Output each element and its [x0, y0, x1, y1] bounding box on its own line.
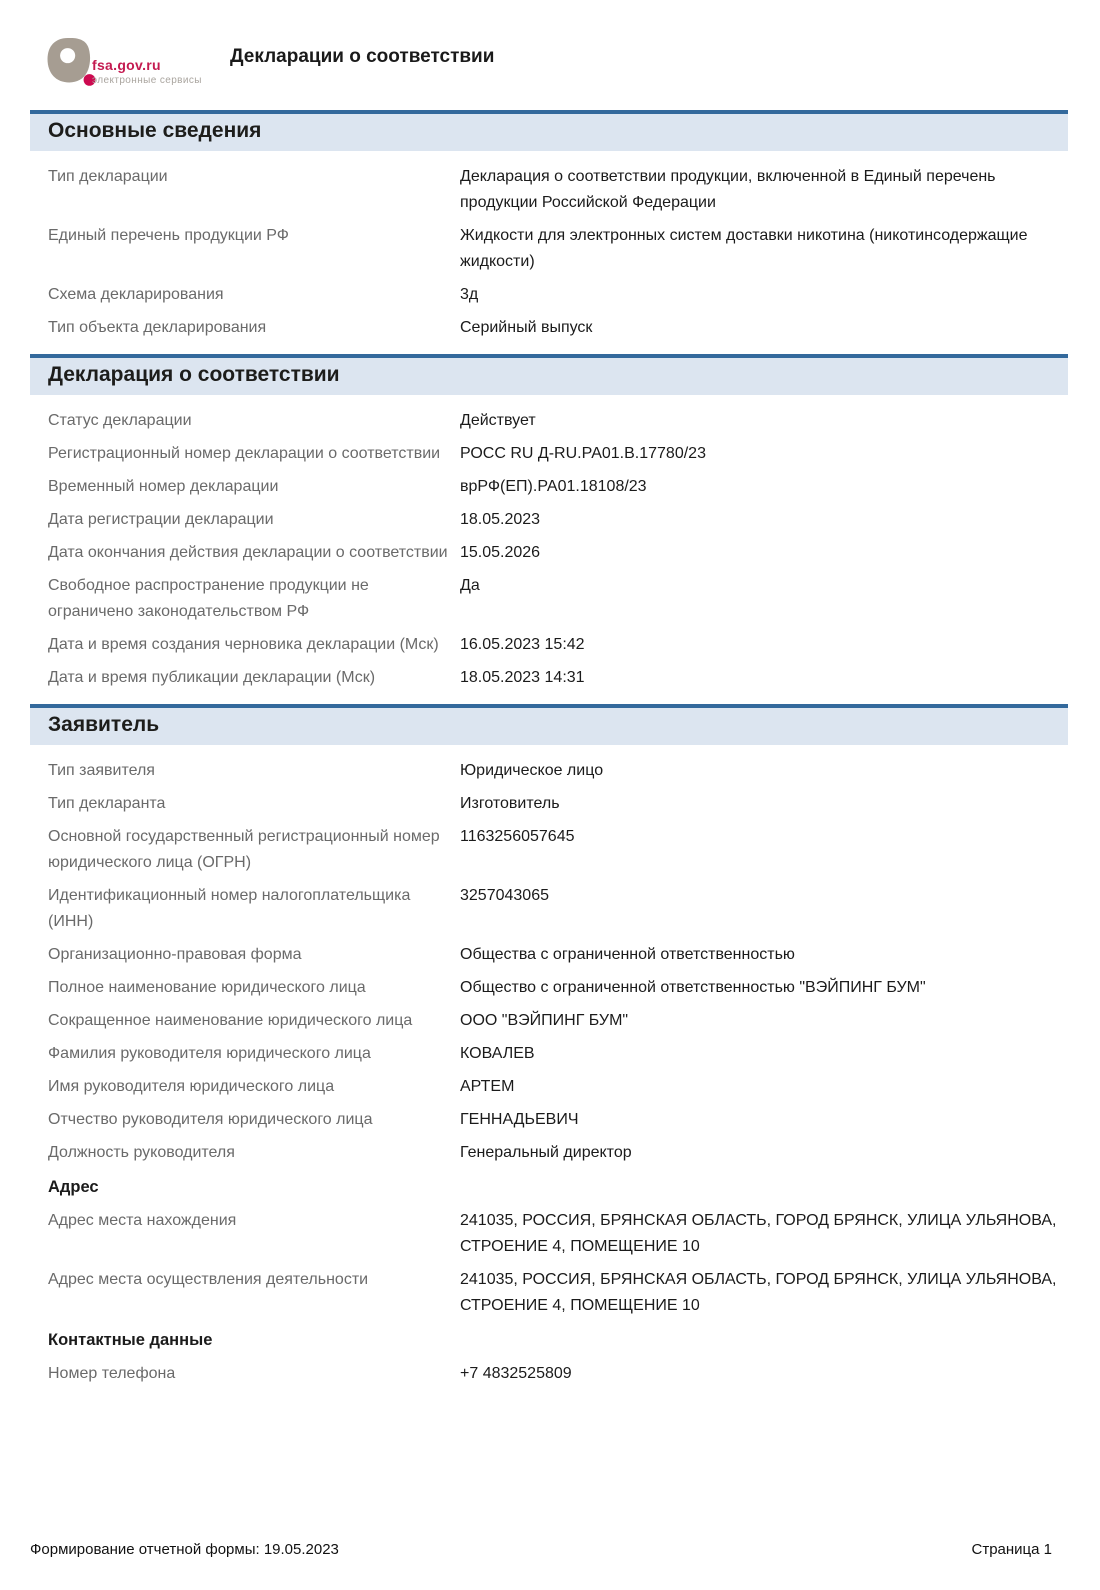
row-value: АРТЕМ — [460, 1078, 515, 1095]
table-row — [30, 1267, 1068, 1319]
page-title: Декларации о соответствии — [230, 46, 495, 67]
table-row — [30, 1074, 1068, 1100]
row-value: Жидкости для электронных систем доставки никотина (никотинсодержащие жидкости) — [460, 227, 1028, 270]
row-value: 15.05.2026 — [460, 544, 541, 561]
row-value: 16.05.2023 15:42 — [460, 636, 585, 653]
row-label: Должность руководителя — [48, 1144, 235, 1161]
row-value: 18.05.2023 14:31 — [460, 669, 585, 686]
logo-text-block — [92, 57, 202, 86]
table-row — [30, 824, 1068, 876]
row-label: Временный номер декларации — [48, 478, 279, 495]
table-row — [30, 791, 1068, 817]
row-label: Единый перечень продукции РФ — [48, 227, 289, 244]
row-value: Юридическое лицо — [460, 762, 604, 779]
section-applicant — [30, 704, 1068, 1400]
address-subheading: Адрес — [48, 1178, 99, 1196]
table-row — [30, 1208, 1068, 1260]
row-value: Декларация о соответствии продукции, включенной в Единый перечень продукции Российской Федерации — [460, 168, 996, 211]
row-label: Тип заявителя — [48, 762, 155, 779]
logo-site-name: fsa.gov.ru — [92, 57, 161, 73]
section-declaration — [30, 354, 1068, 704]
table-row — [30, 665, 1068, 691]
row-label: Отчество руководителя юридического лица — [48, 1111, 373, 1128]
table-row — [30, 282, 1068, 308]
table-row — [30, 942, 1068, 968]
row-value: 241035, РОССИЯ, БРЯНСКАЯ ОБЛАСТЬ, ГОРОД БРЯНСК, УЛИЦА УЛЬЯНОВА, СТРОЕНИЕ 4, ПОМЕЩЕНИЕ 10 — [460, 1212, 1057, 1255]
table-row — [30, 408, 1068, 434]
table-row — [30, 1361, 1068, 1387]
row-value: Серийный выпуск — [460, 319, 593, 336]
row-value: 3д — [460, 286, 479, 303]
table-row — [30, 315, 1068, 341]
table-row — [30, 540, 1068, 566]
table-row — [30, 883, 1068, 935]
row-label: Адрес места осуществления деятельности — [48, 1271, 369, 1288]
row-value: врРФ(ЕП).РА01.18108/23 — [460, 478, 647, 495]
row-value: Общества с ограниченной ответственностью — [460, 946, 795, 963]
report-generated-date: Формирование отчетной формы: 19.05.2023 — [30, 1541, 339, 1558]
table-row — [30, 164, 1068, 216]
row-label: Схема декларирования — [48, 286, 224, 303]
report-page — [0, 36, 1100, 1400]
row-label: Основной государственный регистрационный номер юридического лица (ОГРН) — [48, 828, 440, 871]
page-number: Страница 1 — [971, 1541, 1052, 1558]
contacts-subheading: Контактные данные — [48, 1331, 213, 1349]
logo-tagline: электронные сервисы — [92, 75, 202, 86]
section-basic-info-title: Основные сведения — [30, 110, 1068, 151]
row-value: Изготовитель — [460, 795, 560, 812]
row-value: +7 4832525809 — [460, 1365, 572, 1382]
row-label: Сокращенное наименование юридического лица — [48, 1012, 413, 1029]
table-row — [30, 474, 1068, 500]
table-row — [30, 1140, 1068, 1166]
row-value: 3257043065 — [460, 887, 549, 904]
section-basic-info-rows — [30, 151, 1068, 354]
section-basic-info — [30, 110, 1068, 354]
row-label: Полное наименование юридического лица — [48, 979, 366, 996]
table-row — [30, 975, 1068, 1001]
row-label: Организационно-правовая форма — [48, 946, 302, 963]
table-row — [30, 632, 1068, 658]
row-label: Номер телефона — [48, 1365, 176, 1382]
document-header — [30, 36, 1068, 94]
row-value: 1163256057645 — [460, 828, 575, 845]
row-value: 18.05.2023 — [460, 511, 541, 528]
table-row — [30, 441, 1068, 467]
row-label: Свободное распространение продукции не ограничено законодательством РФ — [48, 577, 369, 620]
row-label: Дата и время создания черновика декларации (Мск) — [48, 636, 439, 653]
row-value: ГЕННАДЬЕВИЧ — [460, 1111, 579, 1128]
row-value: ООО "ВЭЙПИНГ БУМ" — [460, 1012, 629, 1029]
section-declaration-rows — [30, 395, 1068, 704]
row-label: Статус декларации — [48, 412, 192, 429]
row-label: Дата и время публикации декларации (Мск) — [48, 669, 376, 686]
row-label: Тип объекта декларирования — [48, 319, 267, 336]
row-label: Идентификационный номер налогоплательщика (ИНН) — [48, 887, 411, 930]
row-label: Тип декларанта — [48, 795, 166, 812]
table-row — [30, 507, 1068, 533]
table-row — [30, 1008, 1068, 1034]
document-footer — [30, 1541, 1052, 1558]
fsa-logo-icon — [45, 36, 97, 92]
table-row — [30, 573, 1068, 625]
table-row — [30, 758, 1068, 784]
row-value: Генеральный директор — [460, 1144, 632, 1161]
row-label: Регистрационный номер декларации о соответствии — [48, 445, 441, 462]
table-row — [30, 223, 1068, 275]
section-declaration-title: Декларация о соответствии — [30, 354, 1068, 395]
section-applicant-title: Заявитель — [30, 704, 1068, 745]
row-label: Дата регистрации декларации — [48, 511, 274, 528]
row-label: Дата окончания действия декларации о соответствии — [48, 544, 448, 561]
row-value: Действует — [460, 412, 536, 429]
row-value: Общество с ограниченной ответственностью "ВЭЙПИНГ БУМ" — [460, 979, 926, 996]
row-label: Тип декларации — [48, 168, 168, 185]
section-applicant-rows — [30, 745, 1068, 1400]
row-value: РОСС RU Д-RU.РА01.В.17780/23 — [460, 445, 706, 462]
table-row — [30, 1107, 1068, 1133]
row-label: Фамилия руководителя юридического лица — [48, 1045, 371, 1062]
table-row — [30, 1041, 1068, 1067]
fsa-logo — [45, 36, 230, 94]
row-value: 241035, РОССИЯ, БРЯНСКАЯ ОБЛАСТЬ, ГОРОД БРЯНСК, УЛИЦА УЛЬЯНОВА, СТРОЕНИЕ 4, ПОМЕЩЕНИЕ 10 — [460, 1271, 1057, 1314]
row-value: КОВАЛЕВ — [460, 1045, 535, 1062]
row-value: Да — [460, 577, 480, 594]
row-label: Имя руководителя юридического лица — [48, 1078, 335, 1095]
row-label: Адрес места нахождения — [48, 1212, 237, 1229]
